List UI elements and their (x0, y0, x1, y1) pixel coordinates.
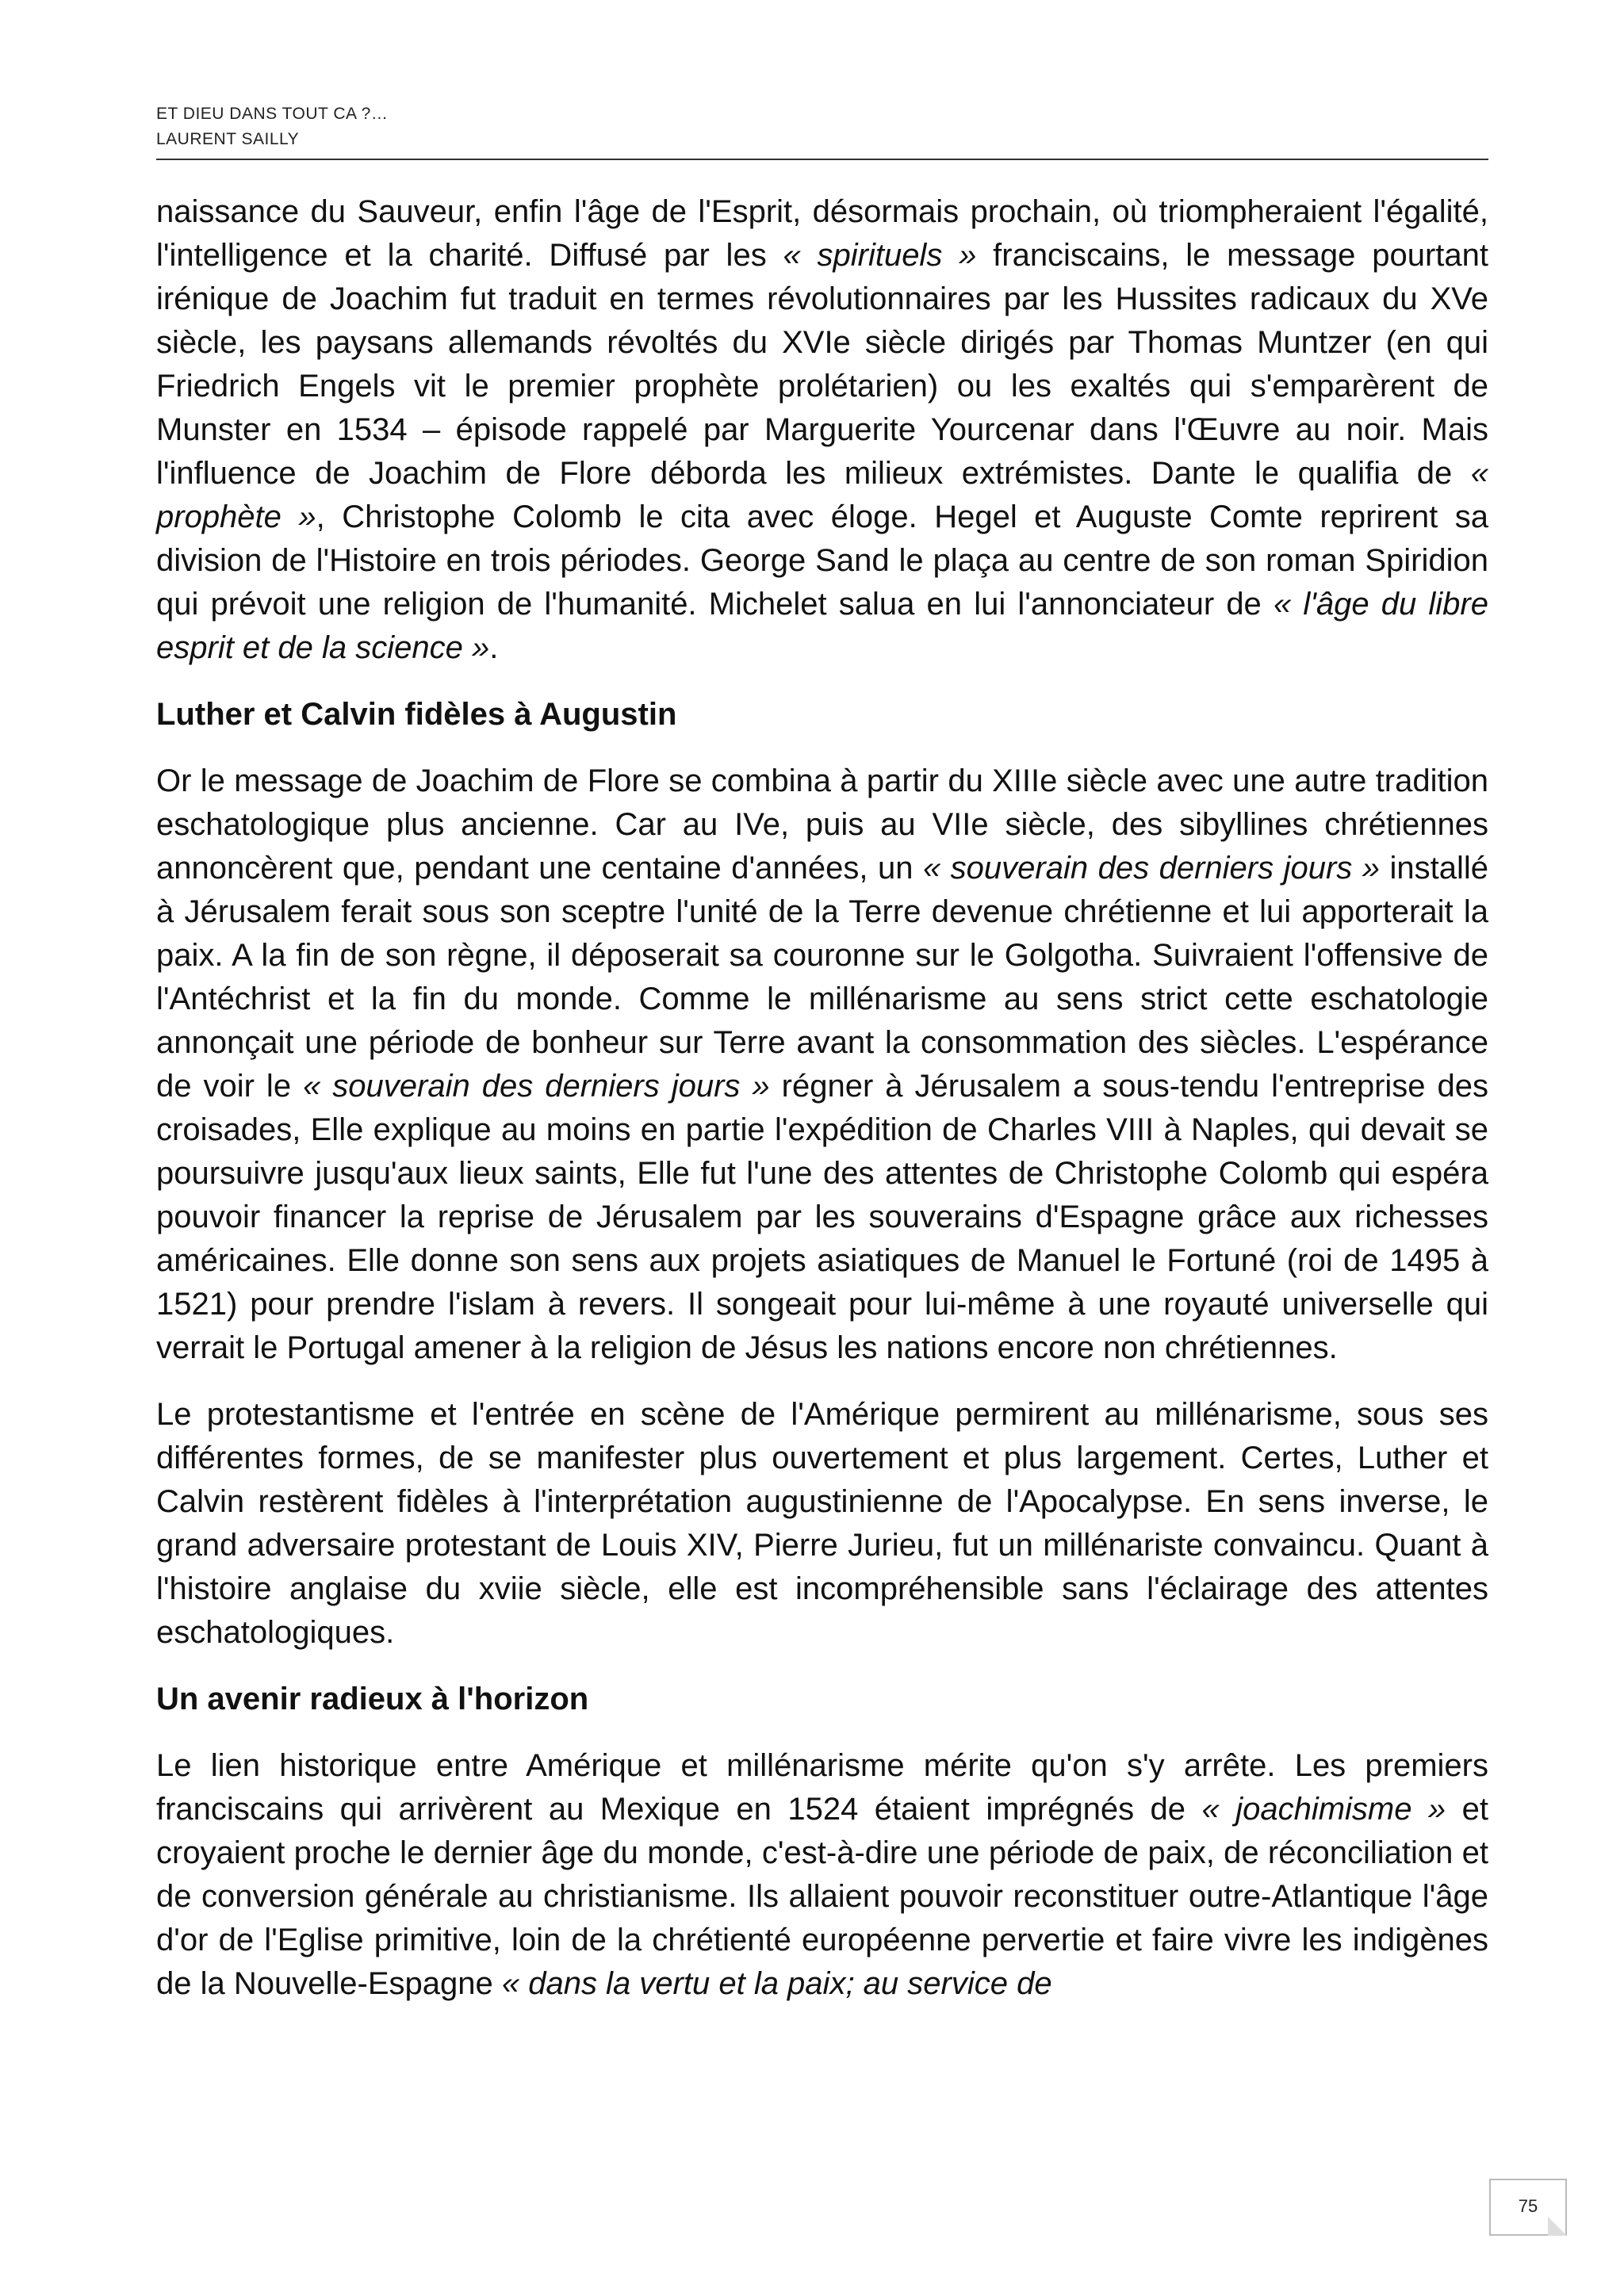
paragraph: Or le message de Joachim de Flore se combina à partir du XIIIe siècle avec une autre tradition eschatologique plus ancienne. Car au IVe, puis au VIIe siècle, des sibyllines chrétiennes annoncèrent que, pendant une centaine d'années, un « souverain des derniers jours » installé à Jérusalem ferait sous son sceptre l'unité de la Terre devenue chrétienne et lui apporterait la paix. A la fin de son règne, il déposerait sa couronne sur le Golgotha. Suivraient l'offensive de l'Antéchrist et la fin du monde. Comme le millénarisme au sens strict cette eschatologie annonçait une période de bonheur sur Terre avant la consommation des siècles. L'espérance de voir le « souverain des derniers jours » régner à Jérusalem a sous-tendu l'entreprise des croisades, Elle explique au moins en partie l'expédition de Charles VIII à Naples, qui devait se poursuivre jusqu'aux lieux saints, Elle fut l'une des attentes de Christophe Colomb qui espéra pouvoir financer la reprise de Jérusalem par les souverains d'Espagne grâce aux richesses américaines. Elle donne son sens aux projets asiatiques de Manuel le Fortuné (roi de 1495 à 1521) pour prendre l'islam à revers. Il songeait pour lui-même à une royauté universelle qui verrait le Portugal amener à la religion de Jésus les nations encore non chrétiennes. (156, 763, 1489, 1365)
header-divider (156, 159, 1488, 160)
book-title: ET DIEU DANS TOUT CA ?… (156, 105, 389, 123)
paragraph: Le protestantisme et l'entrée en scène de l'Amérique permirent au millénarisme, sous ses différentes formes, de se manifester plus ouvertement et plus largement. Certes, Luther et Calvin restèrent fidèles à l'interprétation augustinienne de l'Apocalypse. En sens inverse, le grand adversaire protestant de Louis XIV, Pierre Jurieu, fut un millénariste convaincu. Quant à l'histoire anglaise du xviie siècle, elle est incompréhensible sans l'éclairage des attentes eschatologiques. (156, 1397, 1488, 1650)
running-header (156, 101, 1488, 152)
paragraph: naissance du Sauveur, enfin l'âge de l'Esprit, désormais prochain, où triompheraient l'égalité, l'intelligence et la charité. Diffusé par les « spirituels » franciscains, le message pourtant irénique de Joachim fut traduit en termes révolutionnaires par les Hussites radicaux du XVe siècle, les paysans allemands révoltés du XVIe siècle dirigés par Thomas Muntzer (en qui Friedrich Engels vit le premier prophète prolétarien) ou les exaltés qui s'emparèrent de Munster en 1534 – épisode rappelé par Marguerite Yourcenar dans l'Œuvre au noir. Mais l'influence de Joachim de Flore déborda les milieux extrémistes. Dante le qualifia de « prophète », Christophe Colomb le cita avec éloge. Hegel et Auguste Comte reprirent sa division de l'Histoire en trois périodes. George Sand le plaça au centre de son roman Spiridion qui prévoit une religion de l'humanité. Michelet salua en lui l'annonciateur de « l'âge du libre esprit et de la science ». (156, 194, 1488, 665)
section-heading: Un avenir radieux à l'horizon (156, 1682, 589, 1716)
section-heading: Luther et Calvin fidèles à Augustin (156, 697, 677, 732)
paragraph: Le lien historique entre Amérique et millénarisme mérite qu'on s'y arrête. Les premiers franciscains qui arrivèrent au Mexique en 1524 étaient imprégnés de « joachimisme » et croyaient proche le dernier âge du monde, c'est-à-dire une période de paix, de réconciliation et de conversion générale au christianisme. Ils allaient pouvoir reconstituer outre-Atlantique l'âge d'or de l'Eglise primitive, loin de la chrétienté européenne pervertie et faire vivre les indigènes de la Nouvelle-Espagne « dans la vertu et la paix; au service de (156, 1748, 1488, 2001)
page-fold-icon (1548, 2217, 1567, 2236)
author-name: LAURENT SAILLY (156, 130, 300, 148)
page-number-label: 75 (1518, 2196, 1538, 2216)
page-body (156, 190, 1488, 2029)
page-number (1489, 2179, 1567, 2236)
